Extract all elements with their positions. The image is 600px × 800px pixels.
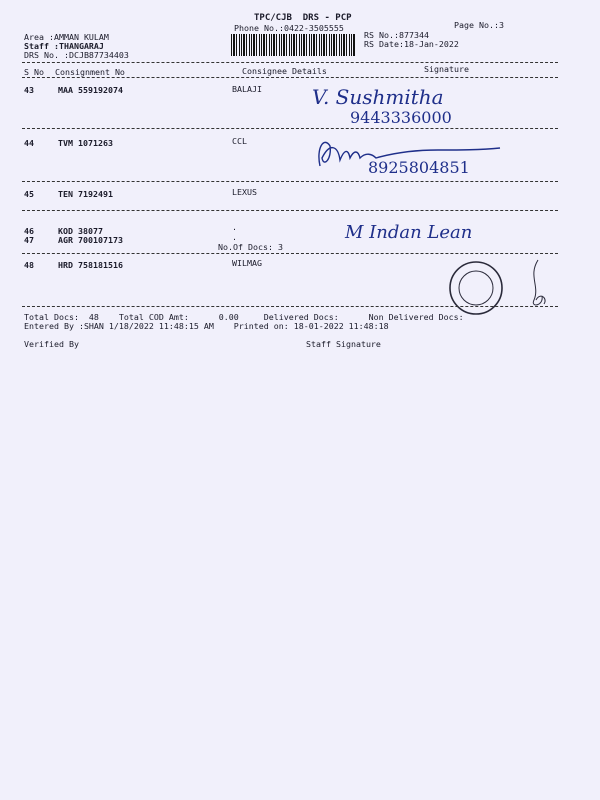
- column-header-signature: Signature: [424, 64, 469, 74]
- row-consignee: .: [232, 222, 237, 232]
- company-stamp: [448, 256, 558, 326]
- row-consignment: TEN 7192491: [58, 189, 113, 199]
- row-consignee: WILMAG: [232, 258, 262, 268]
- row-sno: 46: [24, 226, 34, 236]
- page-number: Page No.:3: [454, 20, 504, 30]
- verified-by-label: Verified By: [24, 339, 79, 349]
- divider: [22, 210, 558, 211]
- row-sno: 45: [24, 189, 34, 199]
- row-consignment: HRD 758181516: [58, 260, 123, 270]
- barcode: [231, 34, 355, 56]
- row-sno: 48: [24, 260, 34, 270]
- rs-date: RS Date:18-Jan-2022: [364, 39, 459, 49]
- handwritten-name: V. Sushmitha: [312, 85, 444, 109]
- row-consignee: LEXUS: [232, 187, 257, 197]
- row-sno: 47: [24, 235, 34, 245]
- column-header-consignee: Consignee Details: [242, 66, 327, 76]
- drs-number: DRS No. :DCJB87734403: [24, 50, 129, 60]
- handwritten-phone: 8925804851: [368, 158, 470, 177]
- document-title: TPC/CJB DRS - PCP: [254, 13, 352, 23]
- staff-label: Staff :THANGARAJ: [24, 41, 104, 51]
- row-consignee: BALAJI: [232, 84, 262, 94]
- staff-signature-label: Staff Signature: [306, 339, 381, 349]
- row-sno: 44: [24, 138, 34, 148]
- divider: [22, 62, 558, 63]
- divider: [22, 253, 558, 254]
- totals-line: Total Docs: 48 Total COD Amt: 0.00 Delivered Docs: Non Delivered Docs:: [24, 312, 464, 322]
- row-consignment: AGR 700107173: [58, 235, 123, 245]
- column-header-consignment: Consignment No: [55, 67, 125, 77]
- column-header-sno: S No: [24, 67, 44, 77]
- row-consignment: MAA 559192074: [58, 85, 123, 95]
- row-sno: 43: [24, 85, 34, 95]
- phone-number: Phone No.:0422-3505555: [234, 23, 344, 33]
- divider: [22, 77, 558, 78]
- entered-printed-line: Entered By :SHAN 1/18/2022 11:48:15 AM Printed on: 18-01-2022 11:48:18: [24, 321, 389, 331]
- row-consignee: CCL: [232, 136, 247, 146]
- row-consignment: KOD 38077: [58, 226, 103, 236]
- row-consignment: TVM 1071263: [58, 138, 113, 148]
- handwritten-phone: 9443336000: [350, 108, 452, 127]
- docs-count-note: No.Of Docs: 3: [218, 242, 283, 252]
- row-consignee: .: [232, 232, 237, 242]
- divider: [22, 306, 558, 307]
- divider: [22, 181, 558, 182]
- handwritten-name: M Indan Lean: [345, 222, 473, 243]
- rs-number: RS No.:877344: [364, 30, 429, 40]
- area-label: Area :AMMAN KULAM: [24, 32, 109, 42]
